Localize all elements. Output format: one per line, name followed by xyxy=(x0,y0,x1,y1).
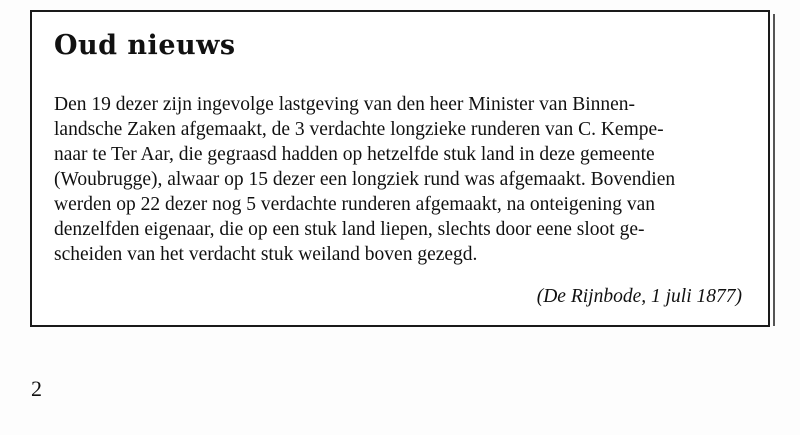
article-body: Den 19 dezer zijn ingevolge lastgeving van den heer Minister van Binnen- landsche Zaken afgemaakt, de 3 verdachte longzieke runderen van C. Kempe- naar te Ter Aar, die gegraasd hadden op hetzelfde stuk land in deze gemeente (Woubrugge), alwaar op 15 dezer een longziek rund was afgemaakt. Bovendien werden op 22 dezer nog 5 verdachte runderen afgemaakt, na onteigening van denzelfden eigenaar, die op een stuk land liepen, slechts door eene sloot ge- scheiden van het verdacht stuk weiland boven gezegd. xyxy=(54,94,676,265)
article-source: (De Rijnbode, 1 juli 1877) xyxy=(536,286,742,307)
article-title: Oud nieuws xyxy=(54,30,236,61)
box-shadow xyxy=(773,14,775,326)
page-number: 2 xyxy=(31,376,42,401)
article-box xyxy=(30,10,770,327)
